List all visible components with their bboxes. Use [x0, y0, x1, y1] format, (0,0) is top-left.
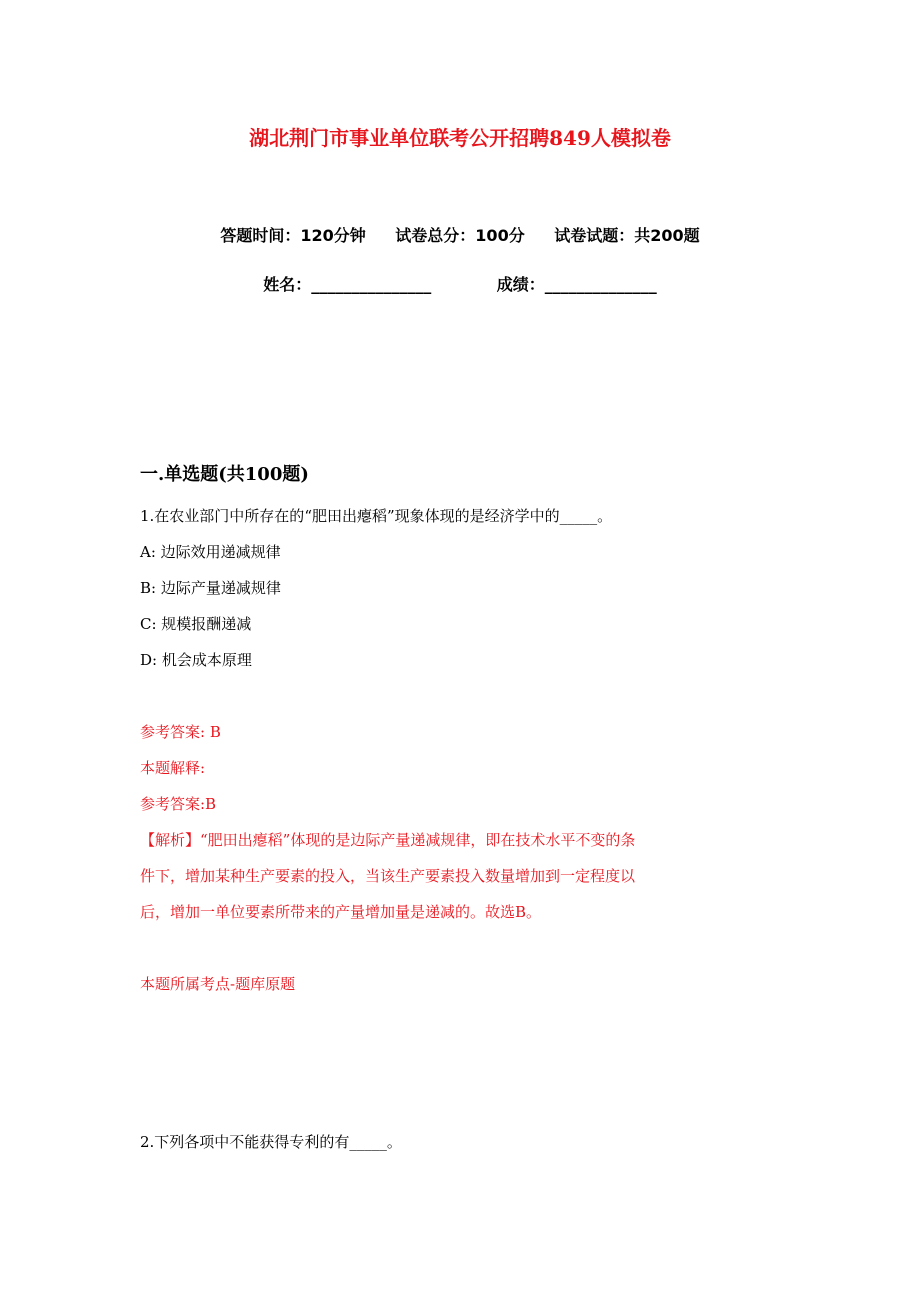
section-title: 一.单选题(共100题): [140, 464, 309, 485]
exam-meta: [0, 223, 920, 246]
question-2: [140, 1124, 790, 1160]
explanation-label: 本题解释:: [140, 759, 206, 777]
exam-time: 答题时间：120分钟: [220, 226, 366, 245]
question-stem: 1.在农业部门中所存在的“肥田出瘪稻”现象体现的是经济学中的_____。: [140, 507, 613, 525]
grade-field: 成绩：______________: [496, 275, 657, 294]
option-a: A: 边际效用递减规律: [140, 543, 281, 561]
explanation-text: [140, 822, 780, 930]
explanation-line: 后，增加一单位要素所带来的产量增加量是递减的。故选B。: [140, 903, 542, 921]
question-1: [140, 498, 790, 678]
exam-total-score: 试卷总分：100分: [395, 226, 525, 245]
explanation-line: 【解析】“肥田出瘪稻”体现的是边际产量递减规律，即在技术水平不变的条: [140, 831, 636, 849]
candidate-fields: [0, 272, 920, 295]
option-b: B: 边际产量递减规律: [140, 579, 281, 597]
option-d: D: 机会成本原理: [140, 651, 252, 669]
option-c: C: 规模报酬递减: [140, 615, 252, 633]
answer-block: [140, 714, 790, 930]
exam-title: 湖北荆门市事业单位联考公开招聘849人模拟卷: [249, 126, 671, 150]
explanation-line: 件下，增加某种生产要素的投入，当该生产要素投入数量增加到一定程度以: [140, 867, 636, 885]
reference-answer-2: 参考答案:B: [140, 795, 217, 813]
topic-line: [140, 966, 790, 1002]
reference-answer: 参考答案: B: [140, 723, 221, 741]
question-stem: 2.下列各项中不能获得专利的有_____。: [140, 1133, 402, 1151]
topic-text: 本题所属考点-题库原题: [140, 975, 296, 993]
exam-question-count: 试卷试题：共200题: [554, 226, 700, 245]
name-field: 姓名：_______________: [263, 275, 432, 294]
